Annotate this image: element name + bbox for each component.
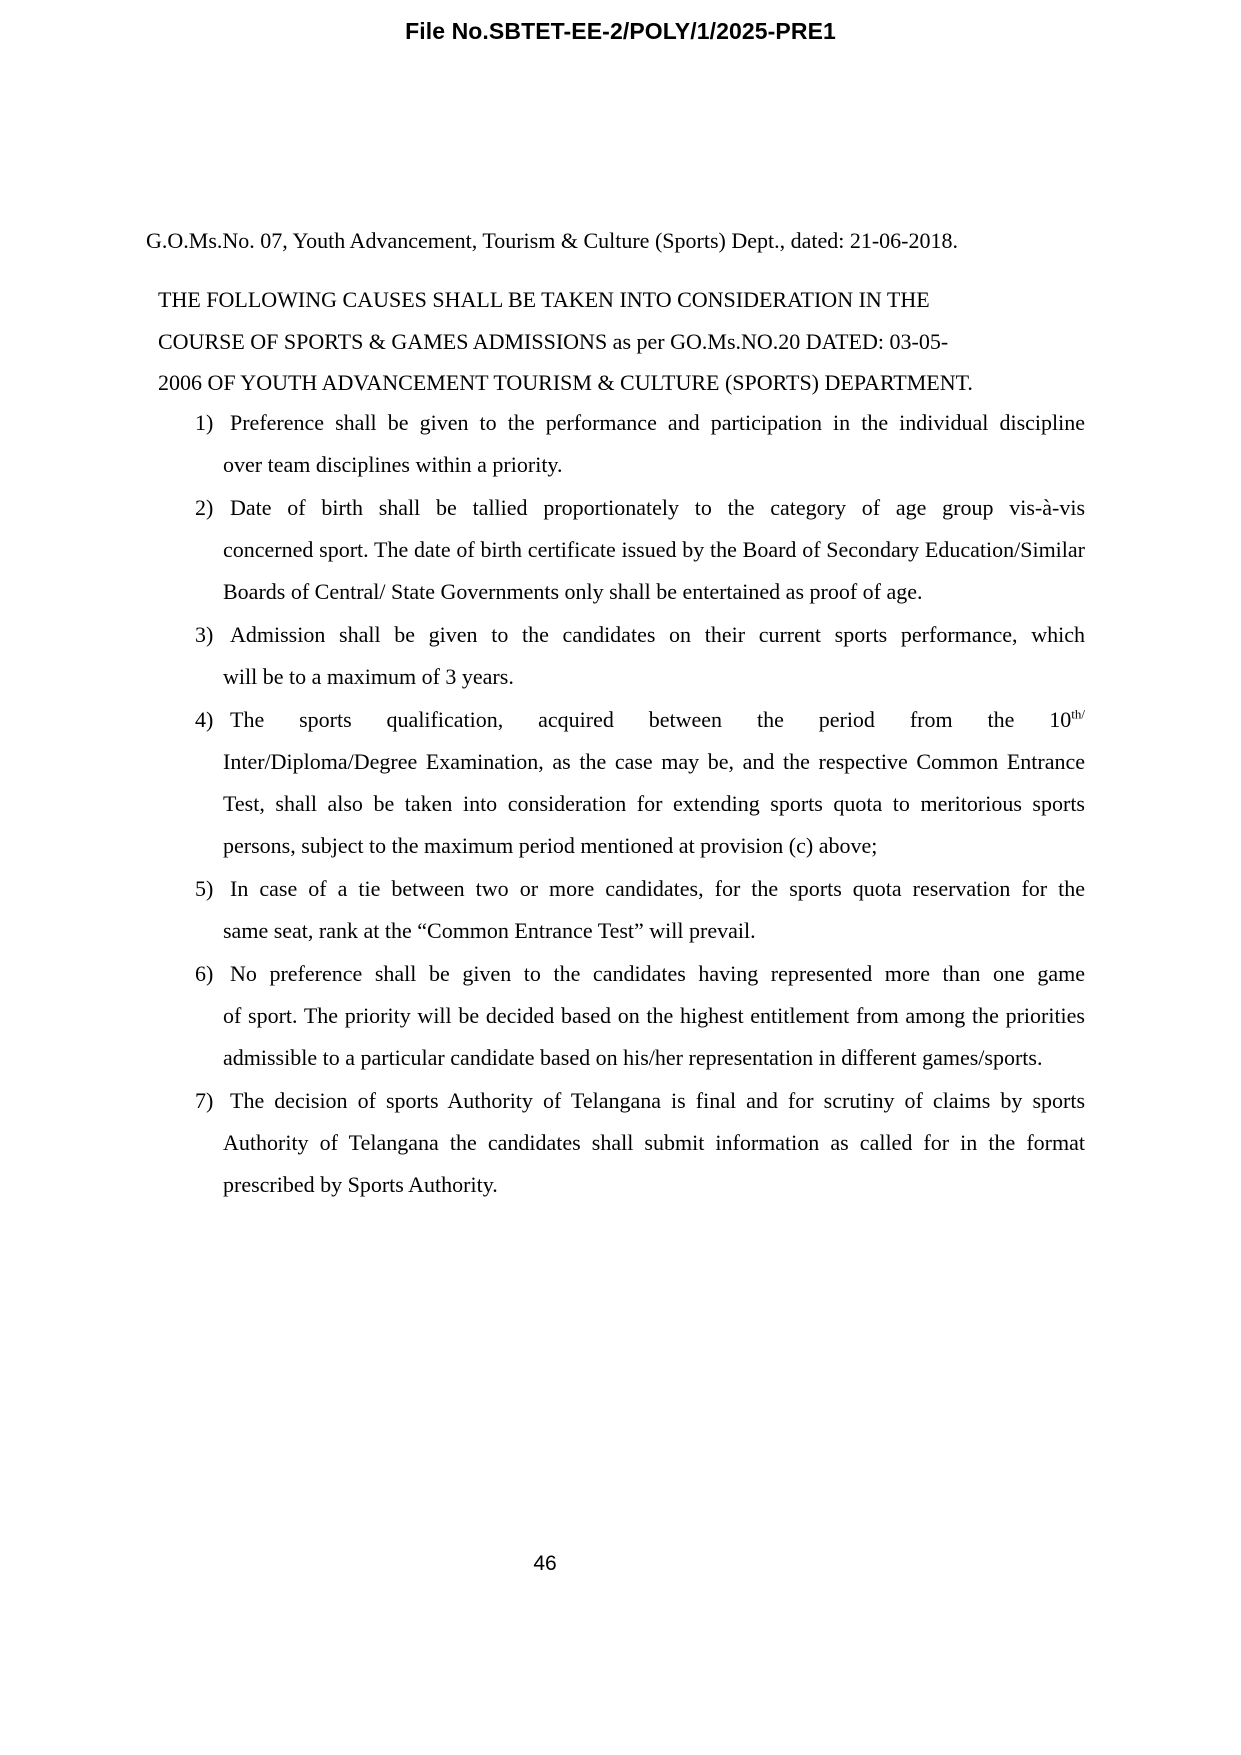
rule-number: 1) <box>195 410 214 435</box>
page-number: 46 <box>533 1552 557 1575</box>
rule-number: 4) <box>195 707 214 732</box>
intro-paragraph <box>158 279 1078 404</box>
rule-item <box>195 402 1085 486</box>
rule-continuation: will be to a maximum of 3 years. <box>223 664 514 689</box>
rule-first-line: Admission shall be given to the candidates on their current sports performance, which <box>230 622 1085 647</box>
rule-continuation: Authority of Telangana the candidates shall submit information as called for in the format prescribed by Sports Authority. <box>223 1130 1085 1197</box>
rule-continuation: over team disciplines within a priority. <box>223 452 563 477</box>
rule-continuation: of sport. The priority will be decided based on the highest entitlement from among the priorities admissible to a particular candidate based on his/her representation in different games/sports. <box>223 1003 1085 1070</box>
go-reference: G.O.Ms.No. 07, Youth Advancement, Tourism & Culture (Sports) Dept., dated: 21-06-2018. <box>146 228 959 253</box>
rule-number: 2) <box>195 495 214 520</box>
rule-text <box>223 953 1085 1079</box>
rule-text <box>223 699 1085 867</box>
rule-text <box>223 614 1085 698</box>
rule-number: 7) <box>195 1088 214 1113</box>
rule-item <box>195 699 1085 867</box>
rule-item <box>195 1080 1085 1206</box>
rule-text <box>223 402 1085 486</box>
file-number-header: File No.SBTET-EE-2/POLY/1/2025-PRE1 <box>405 18 836 44</box>
rule-item <box>195 487 1085 613</box>
rule-first-line: Date of birth shall be tallied proportionately to the category of age group vis-à-vis <box>230 495 1085 520</box>
rule-first-line: No preference shall be given to the candidates having represented more than one game <box>230 961 1085 986</box>
rule-continuation: Inter/Diploma/Degree Examination, as the case may be, and the respective Common Entrance Test, shall also be taken into consideration for extending sports quota to meritorious sports persons, subject to the maximum period mentioned at provision (c) above; <box>223 749 1085 858</box>
rule-first-line: In case of a tie between two or more candidates, for the sports quota reservation for the <box>230 876 1085 901</box>
rule-number: 5) <box>195 876 214 901</box>
rule-item <box>195 868 1085 952</box>
rule-number: 3) <box>195 622 214 647</box>
rule-first-line: Preference shall be given to the performance and participation in the individual discipline <box>230 410 1085 435</box>
rule-text <box>223 868 1085 952</box>
rule-item <box>195 953 1085 1079</box>
rule-text <box>223 487 1085 613</box>
rule-continuation: same seat, rank at the “Common Entrance Test” will prevail. <box>223 918 756 943</box>
rule-number: 6) <box>195 961 214 986</box>
intro-line: COURSE OF SPORTS & GAMES ADMISSIONS as per GO.Ms.NO.20 DATED: 03-05- <box>158 328 949 354</box>
rule-item <box>195 614 1085 698</box>
ordinal-superscript: th/ <box>1071 706 1085 722</box>
rule-first-line-text: The sports qualification, acquired between the period from the 10 <box>230 707 1072 732</box>
intro-line: THE FOLLOWING CAUSES SHALL BE TAKEN INTO CONSIDERATION IN THE <box>158 287 930 312</box>
rule-first-line <box>230 699 1085 741</box>
intro-line: 2006 OF YOUTH ADVANCEMENT TOURISM & CULTURE (SPORTS) DEPARTMENT. <box>158 370 973 395</box>
rule-continuation: concerned sport. The date of birth certificate issued by the Board of Secondary Education/Similar Boards of Central/ State Governments only shall be entertained as proof of age. <box>223 537 1085 604</box>
rules-list <box>195 402 1085 1207</box>
rule-first-line: The decision of sports Authority of Telangana is final and for scrutiny of claims by sports <box>230 1088 1085 1113</box>
rule-text <box>223 1080 1085 1206</box>
